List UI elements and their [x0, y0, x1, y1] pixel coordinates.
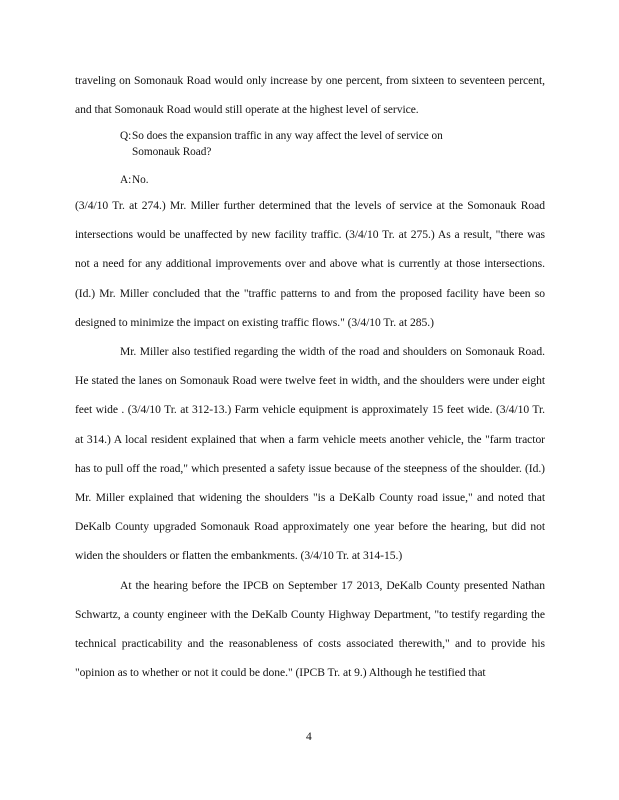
question-label: Q: — [120, 130, 132, 143]
paragraph-ipcb-hearing: At the hearing before the IPCB on September 17 2013, DeKalb County presented Nathan Schwartz, a county engineer with the DeKalb County Highway Department, "to testify regarding the technical practicability and the reasonableness of costs associated therewith," and to provide his "opinion as to whether or not it could be done." (IPCB Tr. at 9.) Although he testified that — [75, 578, 545, 680]
question-answer-block — [75, 129, 545, 189]
question-row — [120, 129, 545, 160]
document-body — [75, 66, 545, 687]
paragraph-traffic-findings: (3/4/10 Tr. at 274.) Mr. Miller further determined that the levels of service at the Somonauk Road intersections would be unaffected by new facility traffic. (3/4/10 Tr. at 275.) As a result, "there was not a need for any additional improvements over and above what is currently at those intersections. (Id.) Mr. Miller concluded that the "traffic patterns to and from the proposed facility have been so designed to minimize the impact on existing traffic flows." (3/4/10 Tr. at 285.) — [75, 198, 545, 329]
paragraph-continuation: traveling on Somonauk Road would only increase by one percent, from sixteen to seventeen percent, and that Somonauk Road would still operate at the highest level of service. — [75, 74, 545, 117]
answer-row — [120, 173, 545, 189]
page-number: 4 — [306, 731, 312, 743]
question-text: So does the expansion traffic in any way affect the level of service on Somonauk Road? — [132, 130, 443, 158]
answer-text: No. — [132, 174, 149, 187]
paragraph-road-width: Mr. Miller also testified regarding the width of the road and shoulders on Somonauk Road. He stated the lanes on Somonauk Road were twelve feet in width, and the shoulders were under eight feet wide . (3/4/10 Tr. at 312-13.) Farm vehicle equipment is approximately 15 feet wide. (3/4/10 Tr. at 314.) A local resident explained that when a farm vehicle meets another vehicle, the "farm tractor has to pull off the road," which presented a safety issue because of the steepness of the shoulder. (Id.) Mr. Miller explained that widening the shoulders "is a DeKalb County road issue," and noted that DeKalb County upgraded Somonauk Road approximately one year before the hearing, but did not widen the shoulders or flatten the embankments. (3/4/10 Tr. at 314-15.) — [75, 344, 545, 563]
answer-label: A: — [120, 174, 132, 187]
